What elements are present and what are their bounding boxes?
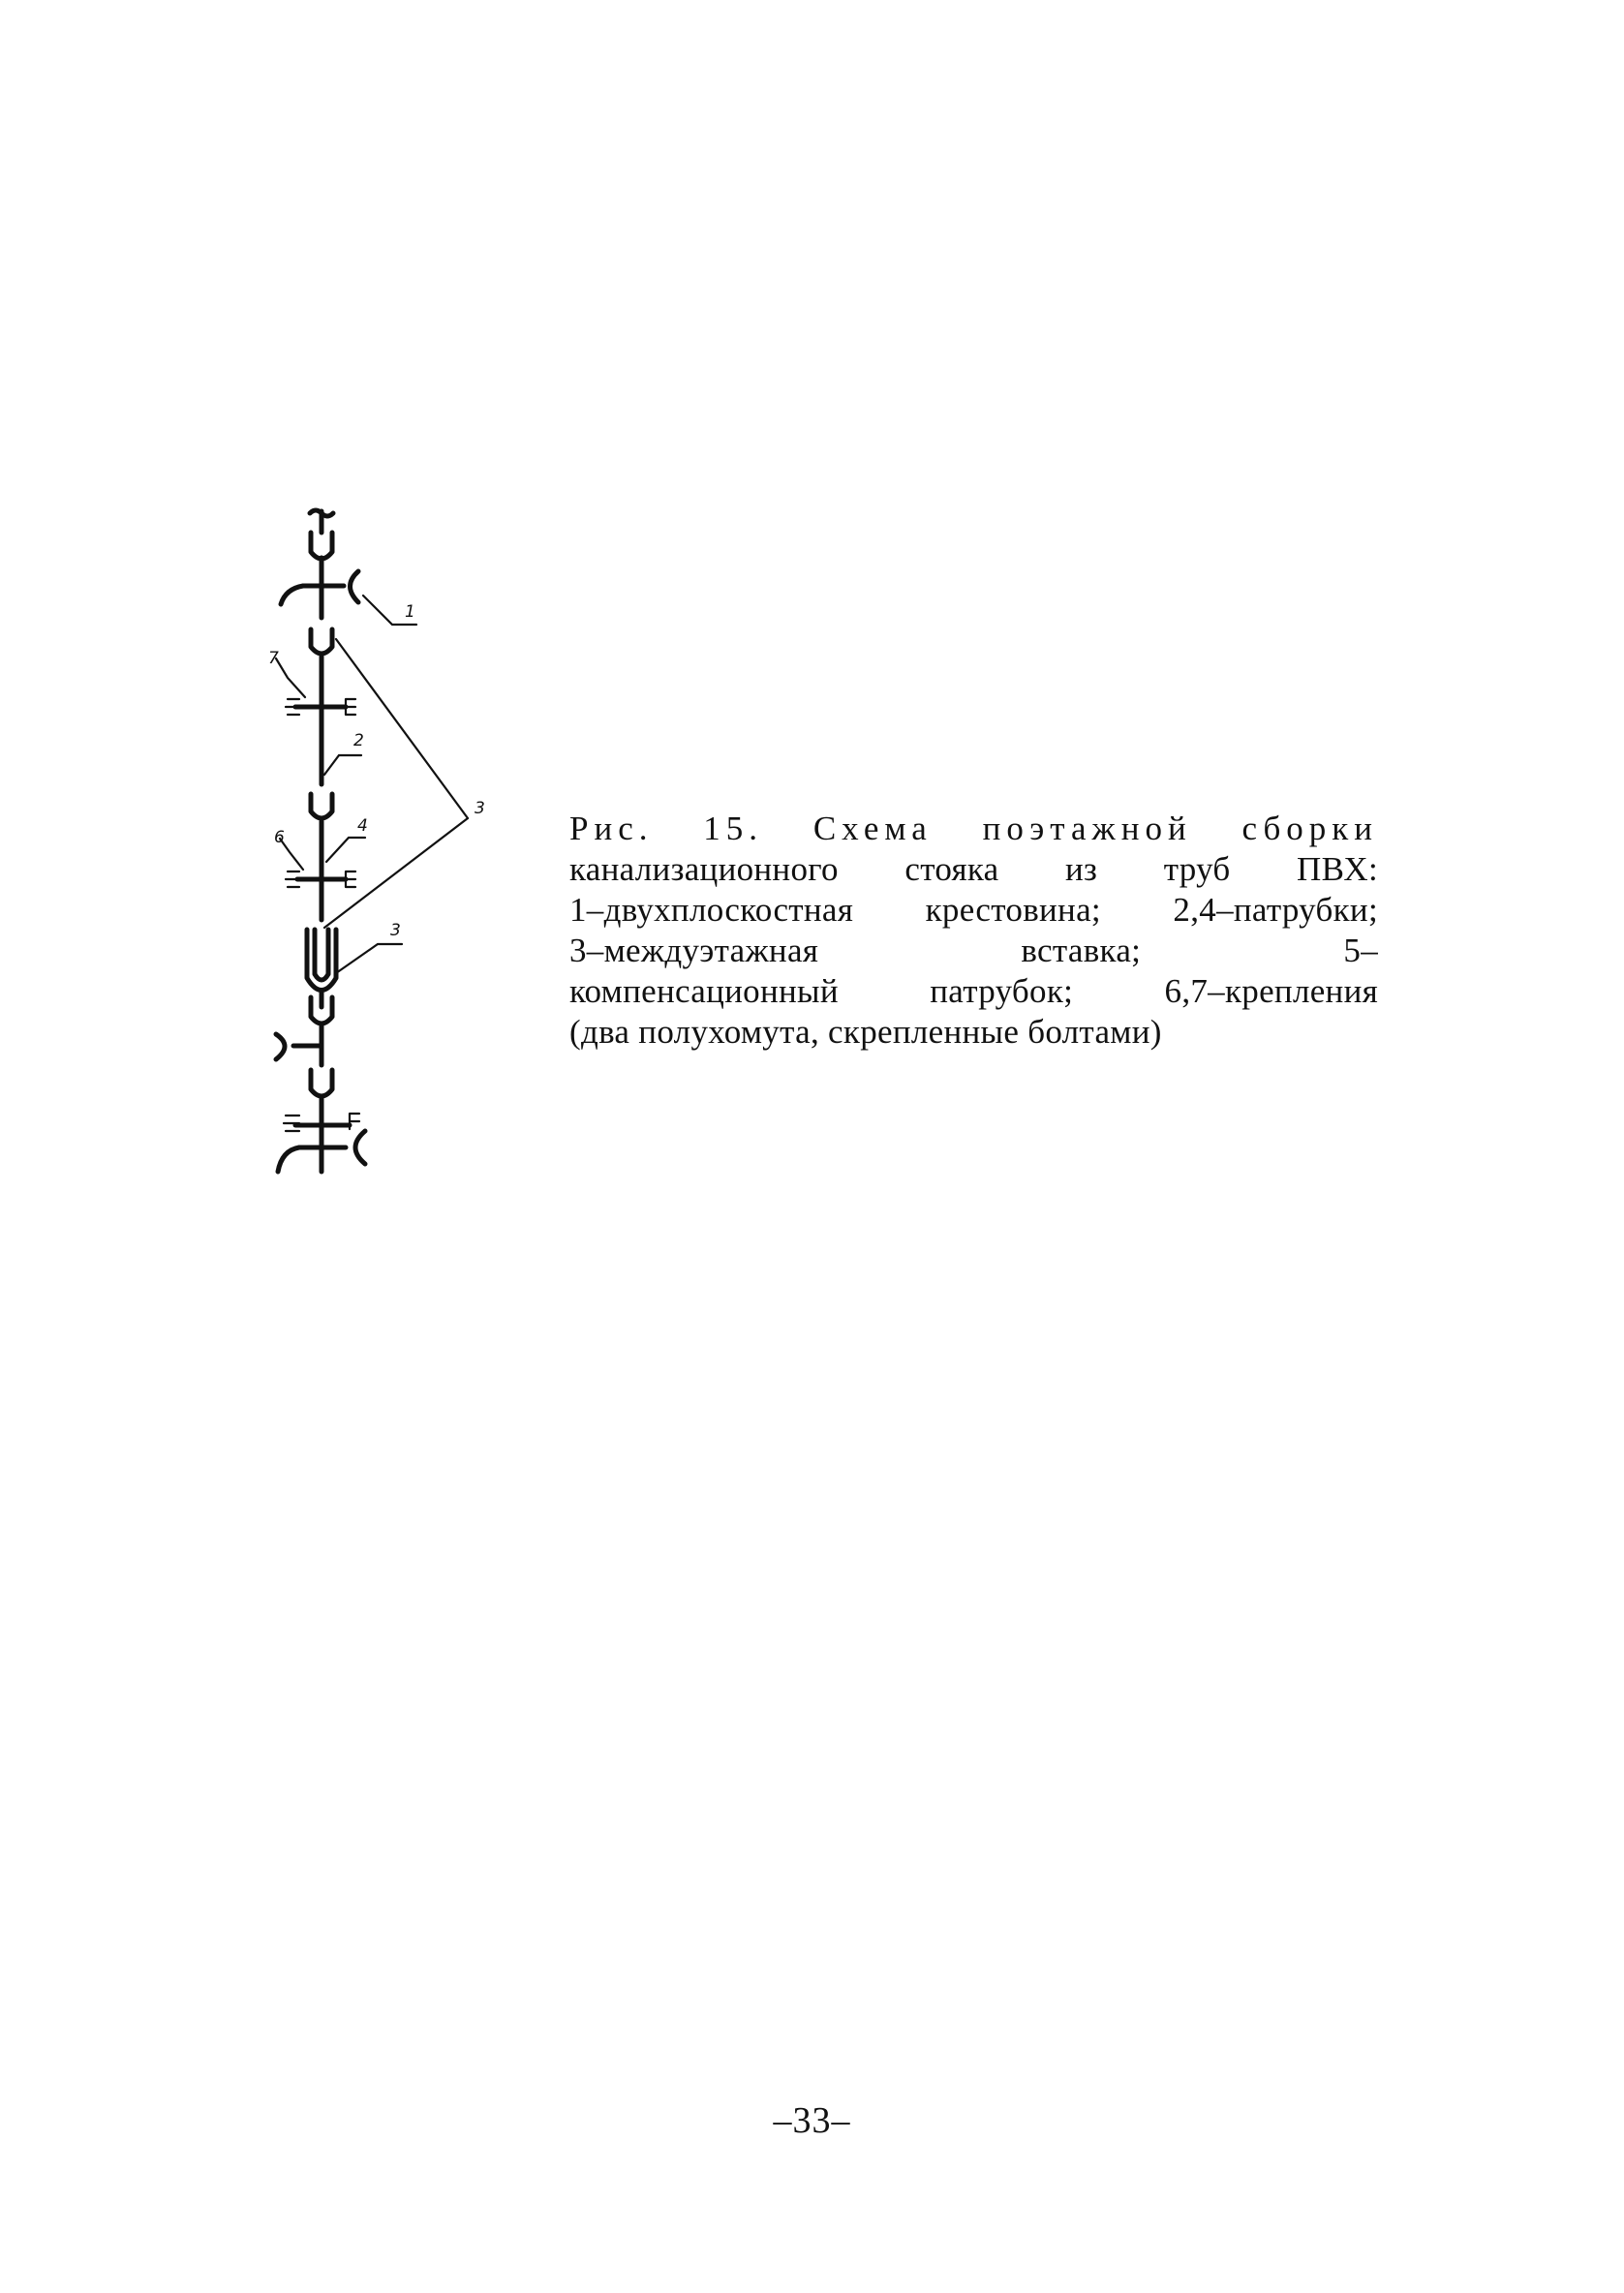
caption-line-3: 1–двухплоскостная крестовина; 2,4–патрубки; (569, 891, 1378, 929)
leader-3-top (336, 639, 468, 818)
label-3-upper: 3 (475, 799, 485, 818)
cross-branch-left-bottom (278, 1147, 299, 1172)
figure-caption (569, 809, 1378, 1053)
clamp-bolt-left (286, 871, 299, 887)
socket-2 (311, 629, 332, 654)
tee-branch (276, 1034, 285, 1059)
socket-top (311, 533, 332, 559)
socket-3 (311, 794, 332, 818)
label-4: 4 (357, 816, 368, 836)
clamp-bolt-right (346, 699, 355, 715)
label-1: 1 (405, 602, 415, 622)
leader-7 (276, 658, 305, 697)
cross-branch-left (281, 586, 303, 604)
insert-inner (315, 930, 328, 980)
cross-branch-right-bottom (355, 1131, 365, 1164)
label-6: 6 (274, 828, 285, 847)
riser-assembly-diagram (257, 504, 508, 1181)
caption-line-5: компенсационный патрубок; 6,7–крепления (569, 972, 1378, 1010)
clamp-bolt-left (286, 699, 299, 715)
label-7: 7 (268, 649, 279, 668)
label-2: 2 (353, 731, 364, 750)
leader-2 (324, 755, 361, 775)
clamp-bolt-right (346, 871, 355, 887)
socket-5 (311, 1070, 332, 1096)
leader-3-lower (336, 944, 402, 973)
caption-line-1: Рис. 15. Схема поэтажной сборки (569, 810, 1378, 847)
leader-4 (326, 838, 365, 862)
page-number: –33– (773, 2100, 851, 2141)
caption-line-2: канализационного стояка из труб ПВХ: (569, 850, 1378, 888)
cross-branch-right (351, 571, 359, 602)
caption-line-4: 3–междуэтажная вставка; 5– (569, 932, 1378, 969)
riser-diagram-svg (257, 504, 508, 1181)
caption-line-6: (два полухомута, скрепленные болтами) (569, 1013, 1162, 1051)
clamp-bolt-left (284, 1116, 299, 1131)
label-3-lower: 3 (390, 921, 401, 940)
